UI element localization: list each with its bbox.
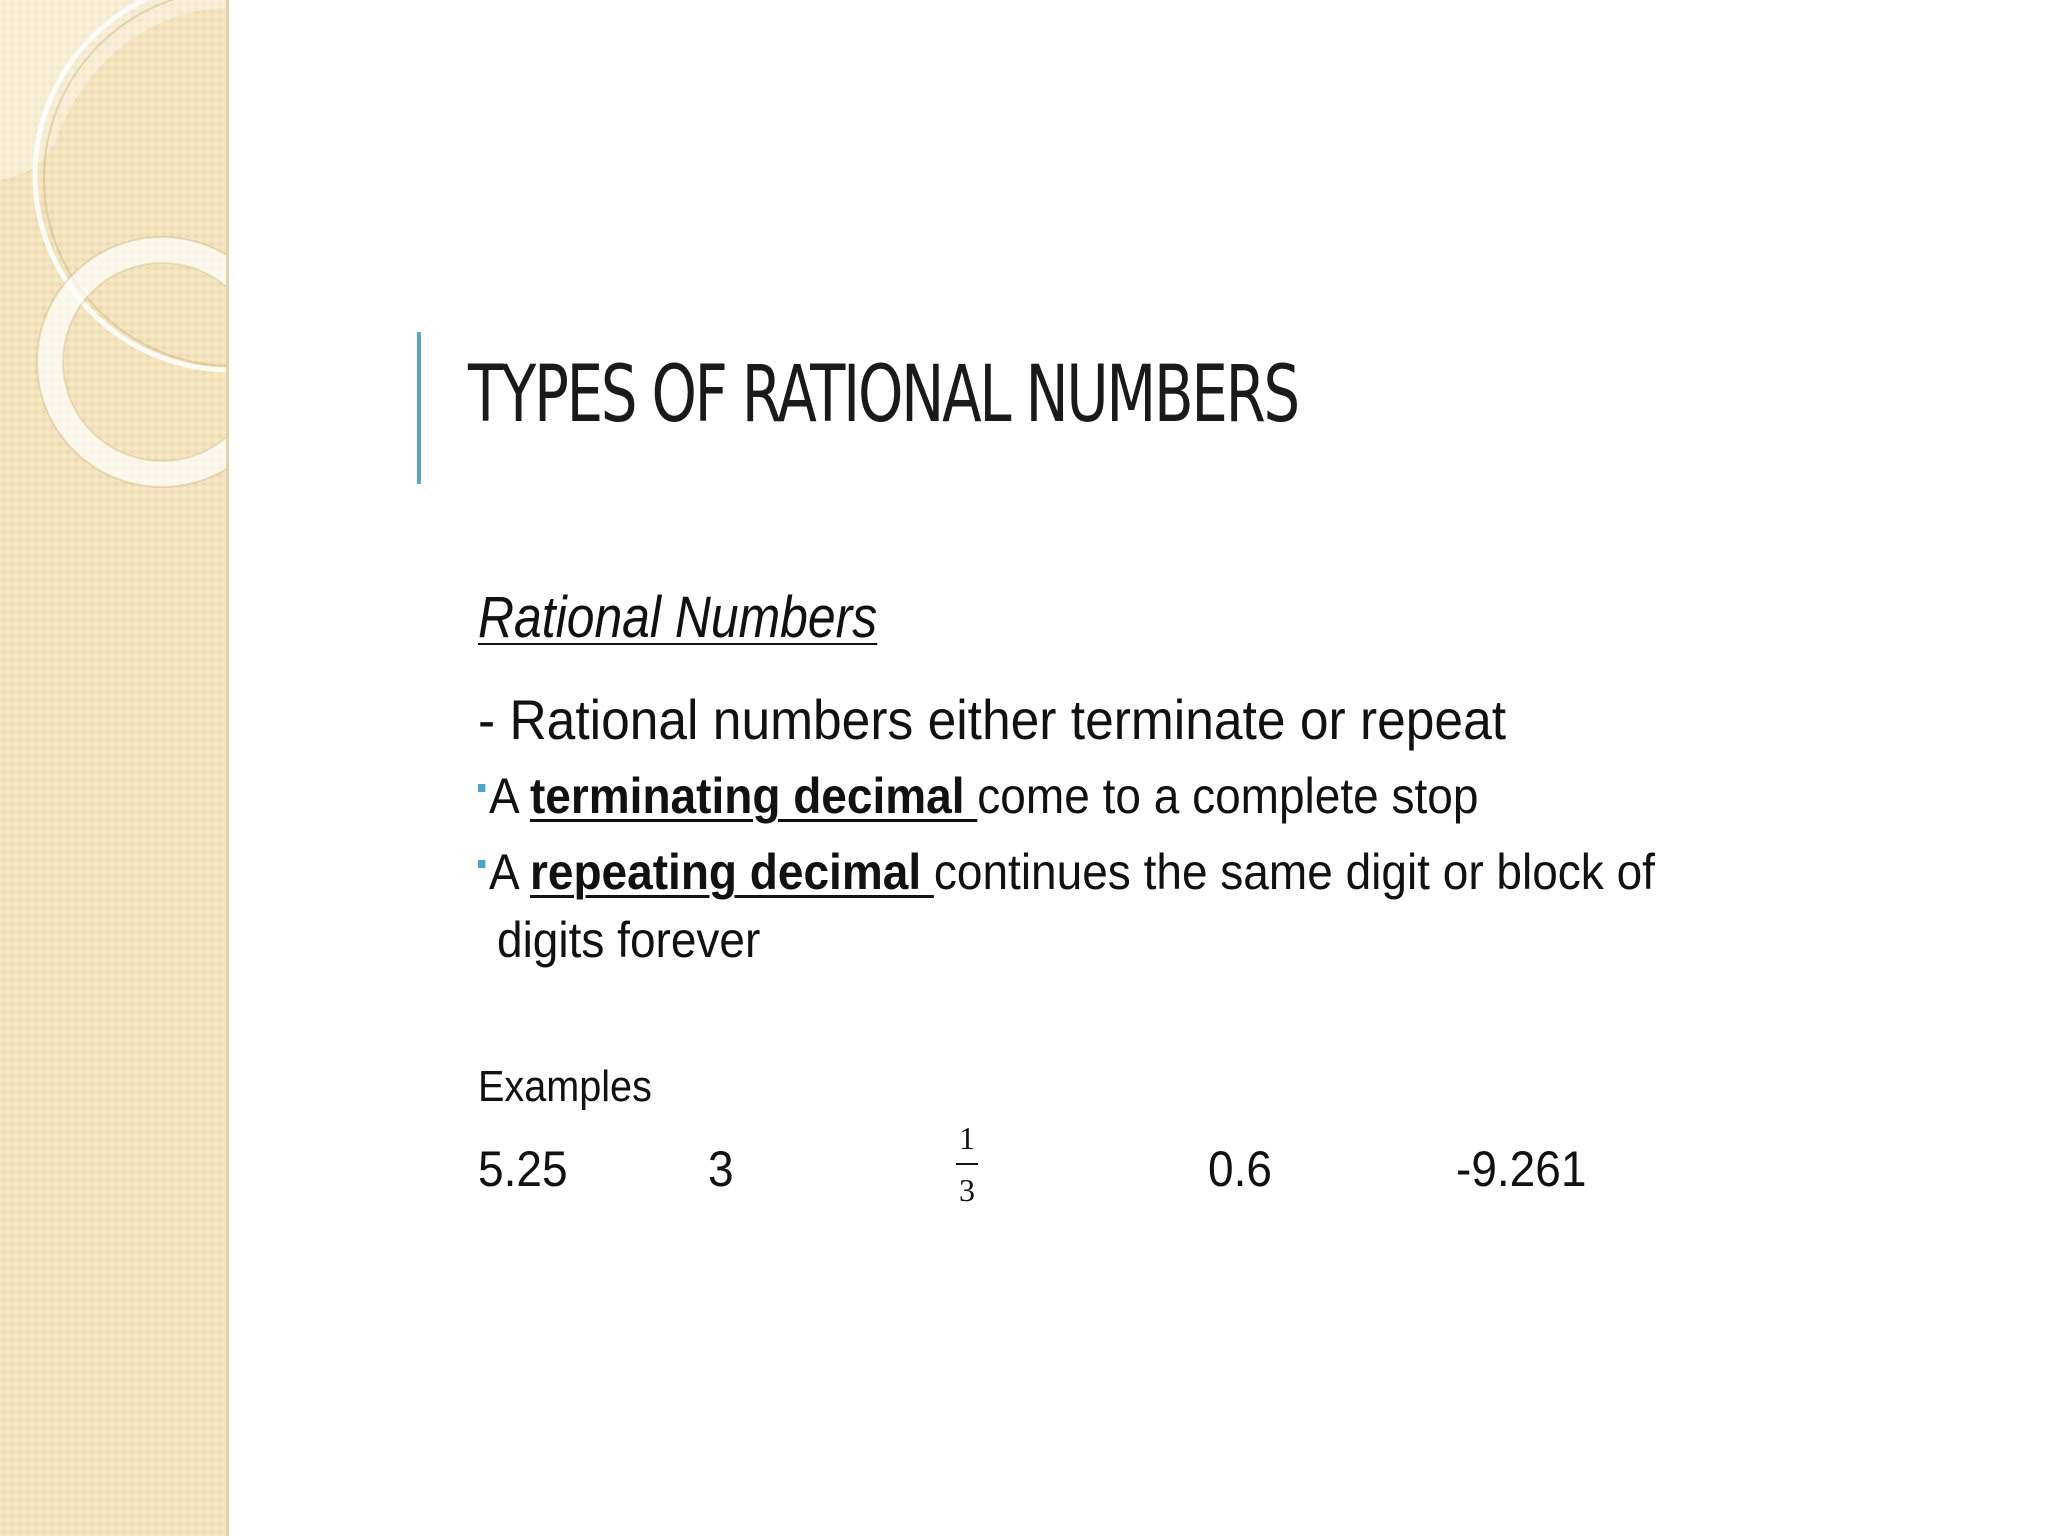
square-bullet-icon (478, 860, 485, 868)
fraction-bar (956, 1163, 978, 1165)
example-value: 5.25 (478, 1141, 568, 1197)
dash-line: - Rational numbers either terminate or repeat (478, 688, 1507, 751)
bullet-prefix: A (489, 844, 530, 900)
slide-title: TYPES OF RATIONAL NUMBERS (468, 350, 1298, 440)
bullet-prefix: A (489, 768, 530, 824)
decorative-rings (0, 0, 226, 520)
bullet-terminating (478, 768, 1478, 826)
bullet-rest: come to a complete stop (977, 768, 1479, 824)
example-fraction (956, 1122, 978, 1206)
example-value: 3 (708, 1141, 734, 1197)
bullet-rest: continues the same digit or block of (933, 844, 1655, 900)
square-bullet-icon (478, 784, 485, 792)
example-value: -9.261 (1456, 1141, 1587, 1197)
title-accent-rule (417, 332, 421, 484)
fraction-numerator: 1 (959, 1120, 975, 1156)
term-repeating-decimal: repeating decimal (529, 844, 934, 900)
term-terminating-decimal: terminating decimal (529, 768, 978, 824)
fraction-denominator: 3 (959, 1172, 975, 1208)
example-value: 0.6 (1208, 1141, 1272, 1197)
decorative-sidebar (0, 0, 229, 1536)
examples-label: Examples (478, 1062, 652, 1111)
subheading: Rational Numbers (478, 585, 878, 650)
bullet-continuation: digits forever (497, 912, 761, 968)
bullet-repeating (478, 844, 1655, 902)
